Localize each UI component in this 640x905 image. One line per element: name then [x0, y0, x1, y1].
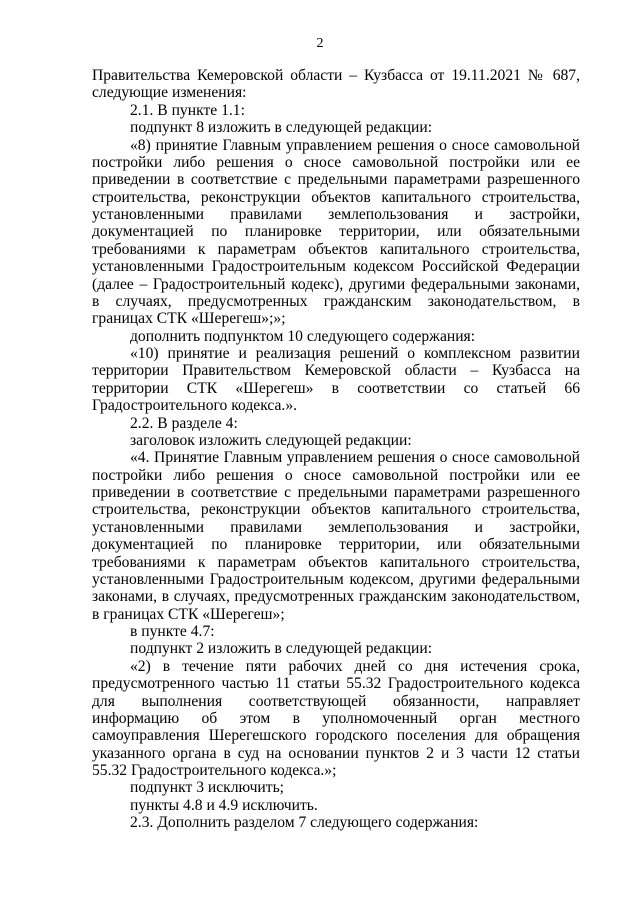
paragraph-section-4-title: «4. Принятие Главным управлением решения о сносе самовольной постройки либо решения о сносе самовольной постройки или ее приведении в соответствие с предельными параметрами разрешенного строительства, реконструкции объектов капитального строительства, установленными правилами землепользования и застройки, документацией по планировке территории, или обязательными требованиями к параметрам объектов капитального строительства, установленными Градостроительным кодексом, другими федеральными законами, в случаях, предусмотренных гражданским законодательством, в границах СТК «Шерегеш»; [92, 449, 580, 623]
paragraph-point-4-7: в пункте 4.7: [130, 623, 215, 640]
document-body [92, 67, 580, 832]
paragraph-2-3: 2.3. Дополнить разделом 7 следующего содержания: [130, 814, 479, 832]
page-number: 2 [316, 36, 324, 51]
paragraph-2-2: 2.2. В разделе 4: [130, 414, 238, 432]
paragraph-points-exclude: пункты 4.8 и 4.9 исключить. [130, 796, 318, 814]
paragraph-title-intro: заголовок изложить следующей редакции: [130, 431, 412, 449]
paragraph-subpoint-2-intro: подпункт 2 изложить в следующей редакции: [130, 640, 433, 658]
paragraph-subpoint-10-intro: дополнить подпунктом 10 следующего содержания: [130, 327, 476, 345]
paragraph-subpoint-10-text: «10) принятие и реализация решений о комплексном развитии территории Правительством Кемеровской области – Кузбасса на территории СТК «Шерегеш» в соответствии со статьей 66 Градостроительного кодекса.». [92, 345, 580, 415]
paragraph-subpoint-8-intro: подпункт 8 изложить в следующей редакции: [130, 119, 433, 137]
paragraph-subpoint-8-text: «8) принятие Главным управлением решения о сносе самовольной постройки либо решения о сносе самовольной постройки или ее приведении в соответствие с предельными параметрами разрешенного строительства, реконструкции объектов капитального строительства, установленными правилами землепользования и застройки, документацией по планировке территории, или обязательными требованиями к параметрам объектов капитального строительства, установленными Градостроительным кодексом Российской Федерации (далее – Градостроительный кодекс), другими федеральными законами, в случаях, предусмотренных гражданским законодательством, в границах СТК «Шерегеш»;»; [92, 136, 580, 328]
paragraph-subpoint-2-text: «2) в течение пяти рабочих дней со дня истечения срока, предусмотренного частью 11 статьи 55.32 Градостроительного кодекса для выполнения соответствующей обязанности, направляет информацию об этом в уполномоченный орган местного самоуправления Шерегешского городского поселения для обращения указанного органа в суд на основании пунктов 2 и 3 части 12 статьи 55.32 Градостроительного кодекса.»; [92, 657, 580, 779]
paragraph-2-1: 2.1. В пункте 1.1: [130, 101, 245, 119]
paragraph-intro: Правительства Кемеровской области – Кузбасса от 19.11.2021 № 687, следующие изменения: [92, 67, 580, 102]
paragraph-subpoint-3-exclude: подпункт 3 исключить; [130, 779, 285, 797]
